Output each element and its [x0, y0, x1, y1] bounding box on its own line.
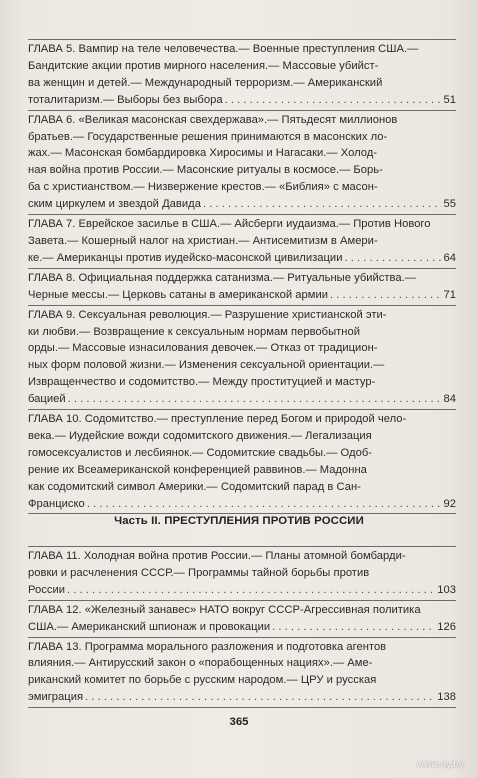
- toc-leader-dots: [203, 196, 442, 213]
- toc-entry: [28, 546, 456, 601]
- toc-entry-last-line: [28, 250, 456, 267]
- toc-entry-line: влияния.— Антирусский закон о «порабощенных нациях».— Аме-: [28, 657, 373, 670]
- toc-entry-last-line: [28, 619, 456, 636]
- toc-entry: [28, 638, 456, 709]
- toc-entry: [28, 111, 456, 215]
- toc-entry-line: ва женщин и детей.— Международный терроризм.— Американский: [28, 76, 383, 89]
- toc-page-number: 92: [443, 497, 456, 510]
- toc-entry-line: ная война против России.— Масонские ритуалы в космосе.— Борь-: [28, 164, 383, 177]
- toc-entry: [28, 215, 456, 269]
- toc-page-number: 138: [437, 691, 456, 704]
- toc-entry: [28, 601, 456, 638]
- toc-entry-line: ГЛАВА 6. «Великая масонская свехдержава».— Пятьдесят миллионов: [28, 113, 398, 126]
- toc-entry: [28, 39, 456, 111]
- toc-entry-line: тоталитаризм.— Выборы без выбора: [28, 93, 223, 106]
- toc-leader-dots: [87, 496, 442, 513]
- toc-entry-last-line: [28, 196, 456, 213]
- toc-entry-line: Завета.— Кошерный налог на христиан.— Антисемитизм в Амери-: [28, 234, 378, 247]
- toc-entry-last-line: [28, 689, 456, 706]
- toc-entry-line: ским циркулем и звездой Давида: [28, 198, 201, 211]
- toc-page-number: 55: [443, 198, 456, 211]
- toc-entry-line: ки любви.— Возвращение к сексуальным нормам первобытной: [28, 325, 361, 338]
- toc-entry-line: ГЛАВА 5. Вампир на теле человечества.— Военные преступления США.—: [28, 43, 419, 55]
- toc-entry-line: братьев.— Государственные решения принимаются в масонских ло-: [28, 130, 388, 143]
- toc-entry-line: ГЛАВА 7. Еврейское засилье в США.— Айсберги иудаизма.— Против Нового: [28, 218, 431, 231]
- toc-entry-line: бацией: [28, 393, 66, 406]
- toc-entry-line: ных форм половой жизни.— Изменения сексуальной ориентации.—: [28, 359, 385, 372]
- toc-entry-line: России: [28, 583, 65, 596]
- toc-entry-last-line: [28, 391, 456, 408]
- toc-leader-dots: [85, 689, 435, 706]
- toc-leader-dots: [67, 582, 435, 599]
- toc-entry-line: ке.— Американцы против иудейско-масонской цивилизации: [28, 251, 343, 264]
- toc-entry-line: ГЛАВА 10. Содомитство.— преступление перед Богом и природой чело-: [28, 413, 407, 426]
- toc-entry: [28, 269, 456, 306]
- toc-leader-dots: [344, 250, 441, 267]
- toc-entry-line: ГЛАВА 11. Холодная война против России.— Планы атомной бомбарди-: [28, 550, 406, 562]
- toc-entry-line: как содомитский символ Америки.— Содомитский парад в Сан-: [28, 480, 361, 493]
- toc-page-number: 51: [443, 93, 456, 106]
- watermark: www.ay.by: [416, 760, 464, 770]
- table-of-contents-part-two: [28, 546, 456, 708]
- toc-entry-line: ГЛАВА 13. Программа морального разложения и подготовка агентов: [28, 640, 387, 653]
- toc-entry-last-line: [28, 496, 456, 513]
- toc-page-number: 71: [443, 288, 456, 301]
- toc-entry: [28, 410, 456, 514]
- toc-page-number: 84: [443, 393, 456, 406]
- toc-leader-dots: [225, 92, 442, 109]
- toc-entry-line: эмиграция: [28, 691, 84, 704]
- table-of-contents-part-one: [28, 39, 456, 514]
- toc-entry-line: Бандитские акции против мирного населения.— Массовые убийст-: [28, 59, 379, 72]
- toc-entry-line: ба с христианством.— Низвержение крестов.— «Библия» с масон-: [28, 181, 378, 194]
- toc-entry-line: рение их Всеамериканской конференцией раввинов.— Мадонна: [28, 463, 367, 476]
- part-title: Часть II. ПРЕСТУПЛЕНИЯ ПРОТИВ РОССИИ: [114, 515, 364, 527]
- toc-entry-line: Франциско: [28, 497, 85, 510]
- toc-entry-last-line: [28, 582, 456, 599]
- toc-entry-line: ГЛАВА 12. «Железный занавес» НАТО вокруг СССР-Агрессивная политика: [28, 603, 421, 616]
- toc-entry-last-line: [28, 287, 456, 304]
- toc-page-number: 64: [443, 251, 456, 264]
- toc-entry-line: ГЛАВА 9. Сексуальная революция.— Разрушение христианской эти-: [28, 308, 387, 321]
- toc-entry-line: жах.— Масонская бомбардировка Хиросимы и Нагасаки.— Холод-: [28, 147, 378, 160]
- toc-leader-dots: [272, 619, 435, 636]
- toc-entry-line: ровки и расчленения СССР.— Программы тайной борьбы против: [28, 566, 370, 579]
- toc-page-number: 103: [437, 583, 456, 596]
- toc-entry-line: орды.— Массовые изнасилования девочек.— Отказ от традицион-: [28, 342, 378, 355]
- toc-entry-line: века.— Иудейские вожди содомитского движения.— Легализация: [28, 429, 372, 442]
- toc-page-number: 126: [437, 620, 456, 633]
- toc-leader-dots: [330, 287, 442, 304]
- toc-entry-line: Извращенчество и содомитство.— Между проституцией и мастур-: [28, 376, 376, 389]
- toc-entry-last-line: [28, 92, 456, 109]
- toc-entry-line: ГЛАВА 8. Официальная поддержка сатанизма.— Ритуальные убийства.—: [28, 271, 416, 284]
- toc-entry: [28, 306, 456, 410]
- toc-leader-dots: [68, 391, 442, 408]
- page-number: 365: [229, 716, 249, 728]
- toc-entry-line: США.— Американский шпионаж и провокации: [28, 620, 271, 633]
- toc-entry-line: гомосексуалистов и лесбиянок.— Содомитские свадьбы.— Одоб-: [28, 446, 372, 459]
- toc-entry-line: Черные мессы.— Церковь сатаны в американской армии: [28, 288, 328, 301]
- toc-entry-line: риканский комитет по борьбе с русским народом.— ЦРУ и русская: [28, 674, 377, 687]
